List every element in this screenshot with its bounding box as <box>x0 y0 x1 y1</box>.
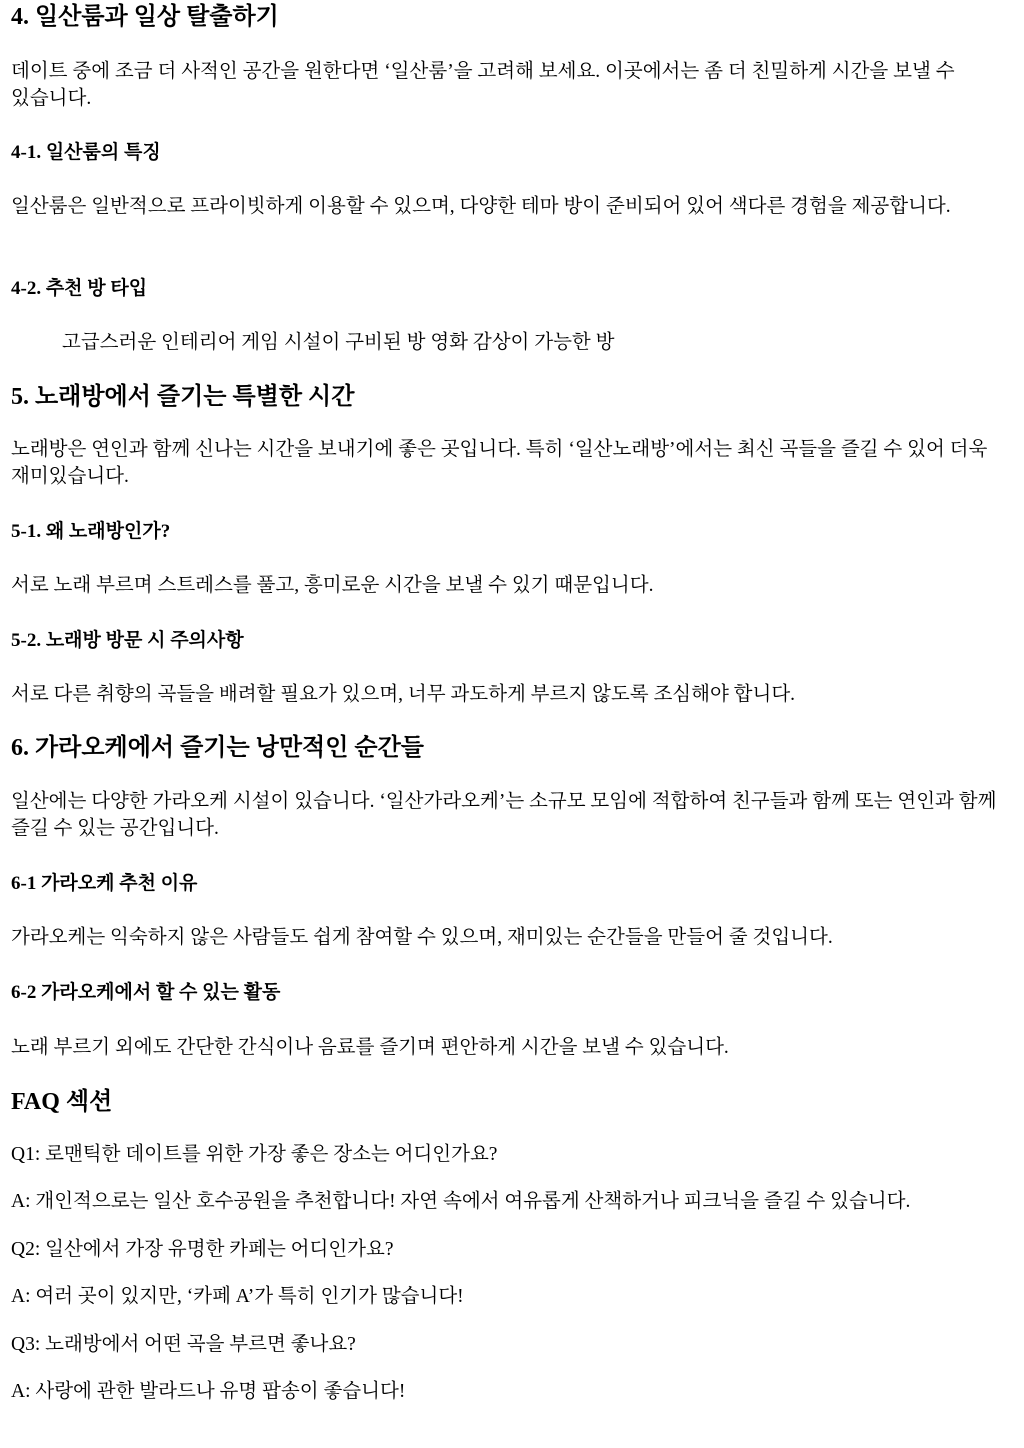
faq-question-1: Q1: 로맨틱한 데이트를 위한 가장 좋은 장소는 어디인가요? <box>11 1144 498 1165</box>
section-4-2-heading: 4-2. 추천 방 타입 <box>11 278 148 299</box>
section-5-1-heading: 5-1. 왜 노래방인가? <box>11 521 171 542</box>
section-4-1-text: 일산룸은 일반적으로 프라이빗하게 이용할 수 있으며, 다양한 테마 방이 준비되어 있어 색다른 경험을 제공합니다. <box>11 196 951 217</box>
section-4-intro: 데이트 중에 조금 더 사적인 공간을 원한다면 ‘일산룸’을 고려해 보세요. 이곳에서는 좀 더 친밀하게 시간을 보낼 수 있습니다. <box>11 61 955 109</box>
section-6-heading: 6. 가라오케에서 즐기는 낭만적인 순간들 <box>11 735 424 761</box>
section-6-2-heading: 6-2 가라오케에서 할 수 있는 활동 <box>11 982 281 1003</box>
faq-answer-3: A: 사랑에 관한 발라드나 유명 팝송이 좋습니다! <box>11 1381 406 1402</box>
section-6-2-text: 노래 부르기 외에도 간단한 간식이나 음료를 즐기며 편안하게 시간을 보낼 수 있습니다. <box>11 1037 729 1058</box>
faq-question-2: Q2: 일산에서 가장 유명한 카페는 어디인가요? <box>11 1239 394 1260</box>
room-type-list-item: 고급스러운 인테리어 게임 시설이 구비된 방 영화 감상이 가능한 방 <box>62 332 615 353</box>
room-type-list <box>62 329 1016 356</box>
section-5-heading: 5. 노래방에서 즐기는 특별한 시간 <box>11 384 355 410</box>
faq-heading: FAQ 섹션 <box>11 1089 113 1115</box>
section-5-1-text: 서로 노래 부르며 스트레스를 풀고, 흥미로운 시간을 보낼 수 있기 때문입니다. <box>11 575 654 596</box>
section-5-2-heading: 5-2. 노래방 방문 시 주의사항 <box>11 630 244 651</box>
faq-answer-1: A: 개인적으로는 일산 호수공원을 추천합니다! 자연 속에서 여유롭게 산책하거나 피크닉을 즐길 수 있습니다. <box>11 1191 911 1212</box>
faq-answer-2: A: 여러 곳이 있지만, ‘카페 A’가 특히 인기가 많습니다! <box>11 1286 464 1307</box>
section-6-1-heading: 6-1 가라오케 추천 이유 <box>11 873 198 894</box>
section-5-intro: 노래방은 연인과 함께 신나는 시간을 보내기에 좋은 곳입니다. 특히 ‘일산노래방’에서는 최신 곡들을 즐길 수 있어 더욱 재미있습니다. <box>11 439 988 487</box>
faq-question-3: Q3: 노래방에서 어떤 곡을 부르면 좋나요? <box>11 1334 356 1355</box>
section-6-1-text: 가라오케는 익숙하지 않은 사람들도 쉽게 참여할 수 있으며, 재미있는 순간들을 만들어 줄 것입니다. <box>11 927 833 948</box>
section-4-heading: 4. 일산룸과 일상 탈출하기 <box>11 4 279 30</box>
section-4-1-heading: 4-1. 일산룸의 특징 <box>11 142 161 163</box>
section-6-intro: 일산에는 다양한 가라오케 시설이 있습니다. ‘일산가라오케’는 소규모 모임에 적합하여 친구들과 함께 또는 연인과 함께 즐길 수 있는 공간입니다. <box>11 791 997 839</box>
section-5-2-text: 서로 다른 취향의 곡들을 배려할 필요가 있으며, 너무 과도하게 부르지 않도록 조심해야 합니다. <box>11 684 796 705</box>
